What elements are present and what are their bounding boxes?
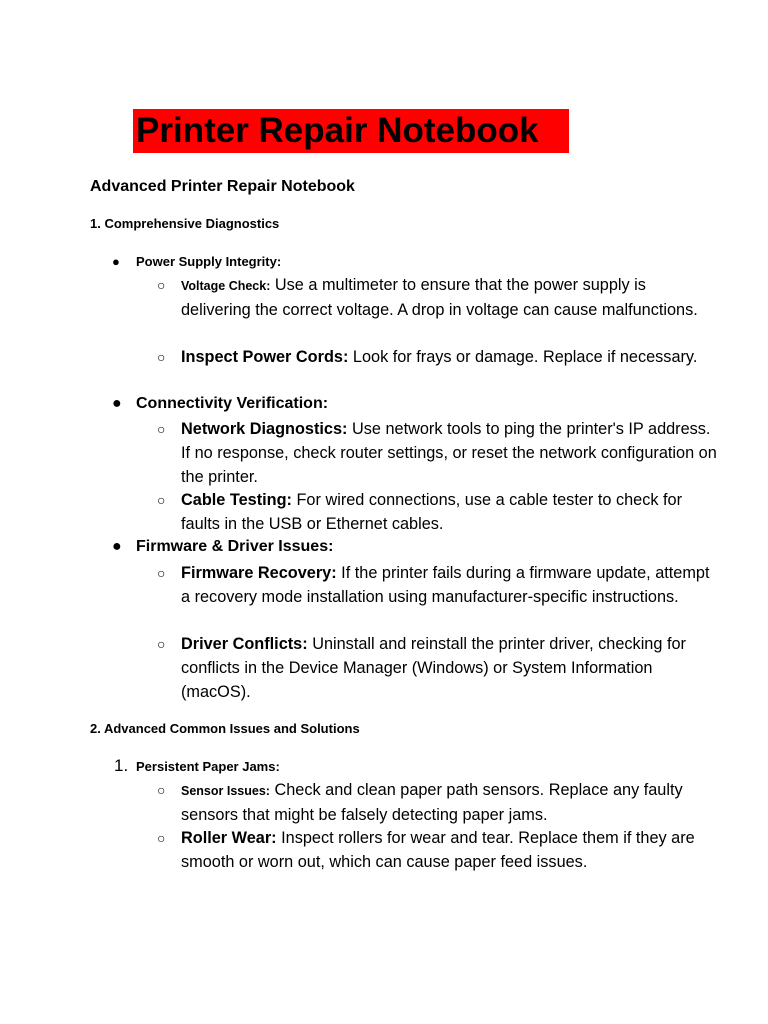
list-number: 1.: [114, 756, 129, 775]
group-label: Connectivity Verification:: [136, 395, 329, 412]
sub-bullet-marker: ○: [157, 277, 166, 293]
item-label: Network Diagnostics:: [181, 420, 348, 438]
bullet-marker: ●: [112, 395, 122, 412]
sub-bullet-marker: ○: [157, 782, 166, 798]
page-title: Printer Repair Notebook: [136, 111, 539, 150]
list-item-firmware-recovery: [157, 561, 717, 609]
item-label: Firmware Recovery:: [181, 564, 337, 582]
sub-bullet-marker: ○: [157, 421, 166, 437]
list-item-voltage-check: [157, 273, 717, 322]
list-item-power-cords: [157, 345, 717, 369]
group-label: Power Supply Integrity:: [136, 254, 282, 269]
group-label: Persistent Paper Jams:: [136, 759, 280, 774]
item-text: Use a multimeter to ensure that the power supply is delivering the correct voltage. A drop in voltage can cause malfunctions.: [181, 276, 698, 319]
item-text: For wired connections, use a cable tester to check for faults in the USB or Ethernet cables.: [181, 491, 683, 533]
item-text: Check and clean paper path sensors. Replace any faulty sensors that might be falsely detecting paper jams.: [181, 781, 683, 824]
sub-bullet-marker: ○: [157, 830, 166, 846]
item-label: Roller Wear:: [181, 829, 277, 847]
item-text: If the printer fails during a firmware update, attempt a recovery mode installation using manufacturer-specific instructions.: [181, 564, 710, 606]
list-item-sensor-issues: [157, 778, 717, 827]
item-label: Voltage Check:: [181, 279, 271, 293]
list-item-driver-conflicts: [157, 632, 717, 704]
section-heading-2: 2. Advanced Common Issues and Solutions: [90, 721, 360, 736]
item-text: Uninstall and reinstall the printer driver, checking for conflicts in the Device Manager (Windows) or System Information (macOS).: [181, 635, 686, 701]
item-label: Sensor Issues:: [181, 784, 270, 798]
item-label: Cable Testing:: [181, 491, 292, 509]
item-label: Driver Conflicts:: [181, 635, 308, 653]
item-text: Use network tools to ping the printer's IP address. If no response, check router settings, or reset the network configuration on the printer.: [181, 420, 717, 486]
section-heading-1: 1. Comprehensive Diagnostics: [90, 216, 280, 231]
bullet-marker: ●: [112, 538, 122, 555]
list-item-cable-testing: [157, 488, 717, 536]
group-label: Firmware & Driver Issues:: [136, 538, 334, 555]
title-highlight: [133, 109, 569, 153]
subtitle: Advanced Printer Repair Notebook: [90, 178, 355, 195]
sub-bullet-marker: ○: [157, 565, 166, 581]
item-text: Look for frays or damage. Replace if necessary.: [348, 348, 698, 366]
list-item-roller-wear: [157, 826, 717, 874]
item-label: Inspect Power Cords:: [181, 348, 349, 366]
item-text: Inspect rollers for wear and tear. Replace them if they are smooth or worn out, which can cause paper feed issues.: [181, 829, 695, 871]
sub-bullet-marker: ○: [157, 636, 166, 652]
sub-bullet-marker: ○: [157, 492, 166, 508]
sub-bullet-marker: ○: [157, 349, 166, 365]
list-item-network-diagnostics: [157, 417, 717, 489]
bullet-marker: ●: [112, 254, 120, 269]
